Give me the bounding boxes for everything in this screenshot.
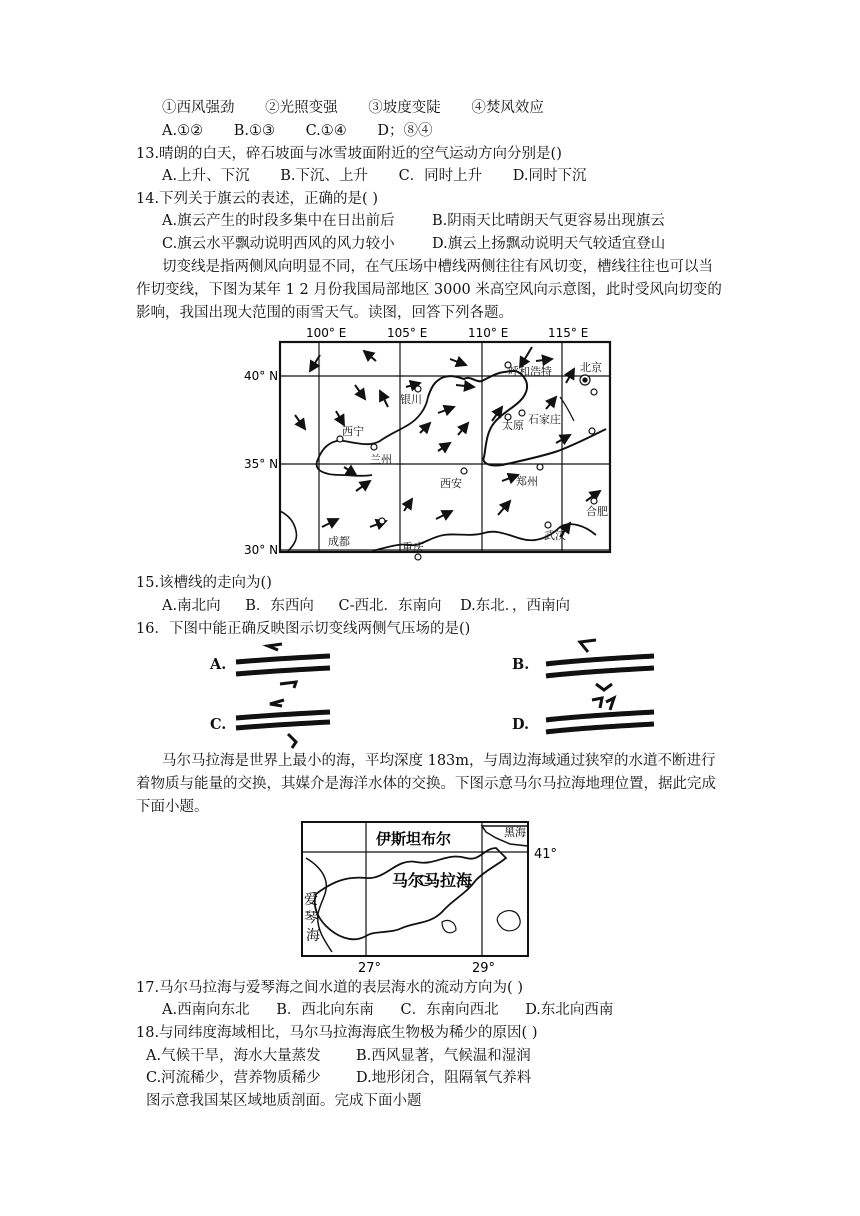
- city-beijing: 北京: [580, 361, 602, 374]
- passage2-line-3: 下面小题。: [136, 799, 209, 815]
- city-dot: [415, 386, 421, 392]
- q18-option-d: D.地形闭合，阻隔氧气养料: [356, 1070, 532, 1086]
- q16-diagram-a: [230, 640, 340, 700]
- city-zhengzhou: 郑州: [516, 475, 538, 488]
- city-dot: [519, 410, 525, 416]
- city-shijiazhuang: 石家庄: [528, 413, 561, 426]
- q17-options: [162, 1000, 613, 1020]
- lon-label-110: 110° E: [468, 326, 509, 340]
- q16-diagram-c: [230, 698, 340, 750]
- city-chengdu: 成都: [328, 535, 350, 548]
- q18-option-a: A.气候干旱，海水大量蒸发: [146, 1048, 321, 1064]
- q15-option-b: B．东西向: [245, 598, 314, 614]
- q12-option-a: A.①②: [162, 123, 204, 139]
- q14-stem: 14.下列关于旗云的表述，正确的是( ): [136, 191, 378, 207]
- svg-text:爱: 爱: [304, 892, 318, 908]
- q12-option-b: B.①③: [233, 123, 275, 139]
- q12-option-c: C.①④: [305, 123, 347, 139]
- passage1-line-2: 作切变线，下图为某年 1 2 月份我国局部地区 3000 米高空风向示意图，此时受风向切变的: [136, 282, 722, 298]
- q12-items: [162, 98, 570, 118]
- city-lanzhou: 兰州: [370, 453, 392, 466]
- label-marmara: 马尔马拉海: [392, 871, 473, 890]
- q13-options: [162, 166, 613, 186]
- lat-label-35: 35° N: [244, 457, 279, 471]
- label-27: 27°: [358, 961, 382, 976]
- city-dot: [591, 389, 597, 395]
- city-dot: [537, 464, 543, 470]
- wind-map: [240, 325, 625, 565]
- q12-item-1: ①西风强劲: [162, 100, 235, 116]
- city-dot: [589, 428, 595, 434]
- lon-label-100: 100° E: [306, 326, 347, 340]
- q18-option-c: C.河流稀少，营养物质稀少: [146, 1070, 321, 1086]
- svg-text:海: 海: [306, 928, 320, 944]
- q17-stem: 17.马尔马拉海与爱琴海之间水道的表层海水的流动方向为( ): [136, 980, 523, 996]
- city-chongqing: 重庆: [402, 541, 424, 554]
- q12-option-d: D；⑧④: [377, 123, 433, 139]
- q14-option-d: D.旗云上扬飘动说明天气较适宜登山: [432, 236, 666, 252]
- label-29: 29°: [472, 961, 496, 976]
- city-dot: [461, 468, 467, 474]
- q16-label-a: A.: [210, 656, 227, 673]
- city-yinchuan: 银川: [400, 393, 422, 406]
- q13-option-c: C．同时上升: [398, 168, 483, 184]
- label-aegean: [304, 892, 320, 944]
- q12-item-4: ④焚风效应: [471, 100, 544, 116]
- passage2-line-2: 着物质与能量的交换，其媒介是海洋水体的交换。下图示意马尔马拉海地理位置，据此完成: [136, 776, 716, 792]
- svg-text:琴: 琴: [304, 910, 318, 926]
- passage1-line-3: 影响，我国出现大范围的雨雪天气。读图，回答下列各题。: [136, 305, 513, 321]
- q13-option-a: A.上升、下沉: [162, 168, 250, 184]
- q13-option-b: B.下沉、上升: [280, 168, 368, 184]
- city-taiyuan: 太原: [502, 419, 524, 432]
- city-xian: 西安: [440, 477, 462, 490]
- q15-option-c: C-西北．东南向: [338, 598, 442, 614]
- city-dot: [591, 498, 597, 504]
- q16-diagram-b: [540, 632, 660, 700]
- q15-option-a: A.南北向: [162, 598, 221, 614]
- label-istanbul: 伊斯坦布尔: [376, 830, 452, 848]
- q14-option-c: C.旗云水平飘动说明西风的风力较小: [162, 236, 395, 252]
- q17-option-d: D.东北向西南: [525, 1002, 614, 1018]
- q17-option-c: C．东南向西北: [400, 1002, 499, 1018]
- q18-option-b: B.西风显著，气候温和湿润: [356, 1048, 531, 1064]
- marmara-map: [296, 818, 568, 976]
- city-huhehaote: 呼和浩特: [508, 365, 552, 378]
- q14-option-a: A.旗云产生的时段多集中在日出前后: [162, 213, 395, 229]
- q12-item-3: ③坡度变陡: [368, 100, 441, 116]
- lat-label-40: 40° N: [244, 369, 279, 383]
- city-wuhan: 武汉: [544, 529, 566, 542]
- city-hefei: 合肥: [586, 505, 608, 518]
- q17-option-b: B．西北向东南: [276, 1002, 374, 1018]
- lat-label-30: 30° N: [244, 543, 279, 557]
- lon-label-115: 115° E: [548, 326, 589, 340]
- passage1-line-1: 切变线是指两侧风向明显不同，在气压场中槽线两侧往往有风切变，槽线往往也可以当: [162, 259, 713, 275]
- q15-stem: 15.该槽线的走向为(): [136, 575, 272, 591]
- city-xining: 西宁: [342, 425, 364, 438]
- q16-label-c: C.: [210, 716, 227, 733]
- city-dot: [371, 444, 377, 450]
- city-dot: [415, 554, 421, 560]
- lon-label-105: 105° E: [387, 326, 428, 340]
- q13-option-d: D.同时下沉: [512, 168, 587, 184]
- label-41: 41°: [534, 847, 558, 862]
- city-dot: [379, 518, 385, 524]
- q12-options: [162, 121, 459, 141]
- city-dot: [545, 522, 551, 528]
- city-dot-beijing-center: [583, 378, 587, 382]
- q16-label-b: B.: [512, 656, 530, 673]
- q13-stem: 13.晴朗的白天，碎石坡面与冰雪坡面附近的空气运动方向分别是(): [136, 146, 562, 162]
- q15-option-d: D.东北．，西南向: [460, 598, 571, 614]
- q17-option-a: A.西南向东北: [162, 1002, 250, 1018]
- q12-item-2: ②光照变强: [265, 100, 338, 116]
- q15-options: [162, 596, 570, 616]
- q16-diagram-d: [540, 692, 660, 750]
- q14-option-b: B.阴雨天比晴朗天气更容易出现旗云: [432, 213, 665, 229]
- q16-stem: 16．下图中能正确反映图示切变线两侧气压场的是(): [136, 621, 471, 637]
- passage2-line-1: 马尔马拉海是世界上最小的海，平均深度 183m，与周边海域通过狭窄的水道不断进行: [162, 753, 716, 769]
- q18-stem: 18.与同纬度海域相比，马尔马拉海海底生物极为稀少的原因( ): [136, 1025, 538, 1041]
- q16-label-d: D.: [512, 716, 530, 733]
- next-section-intro: 图示意我国某区域地质剖面。完成下面小题: [146, 1093, 422, 1109]
- label-black-sea: 黑海: [504, 826, 526, 839]
